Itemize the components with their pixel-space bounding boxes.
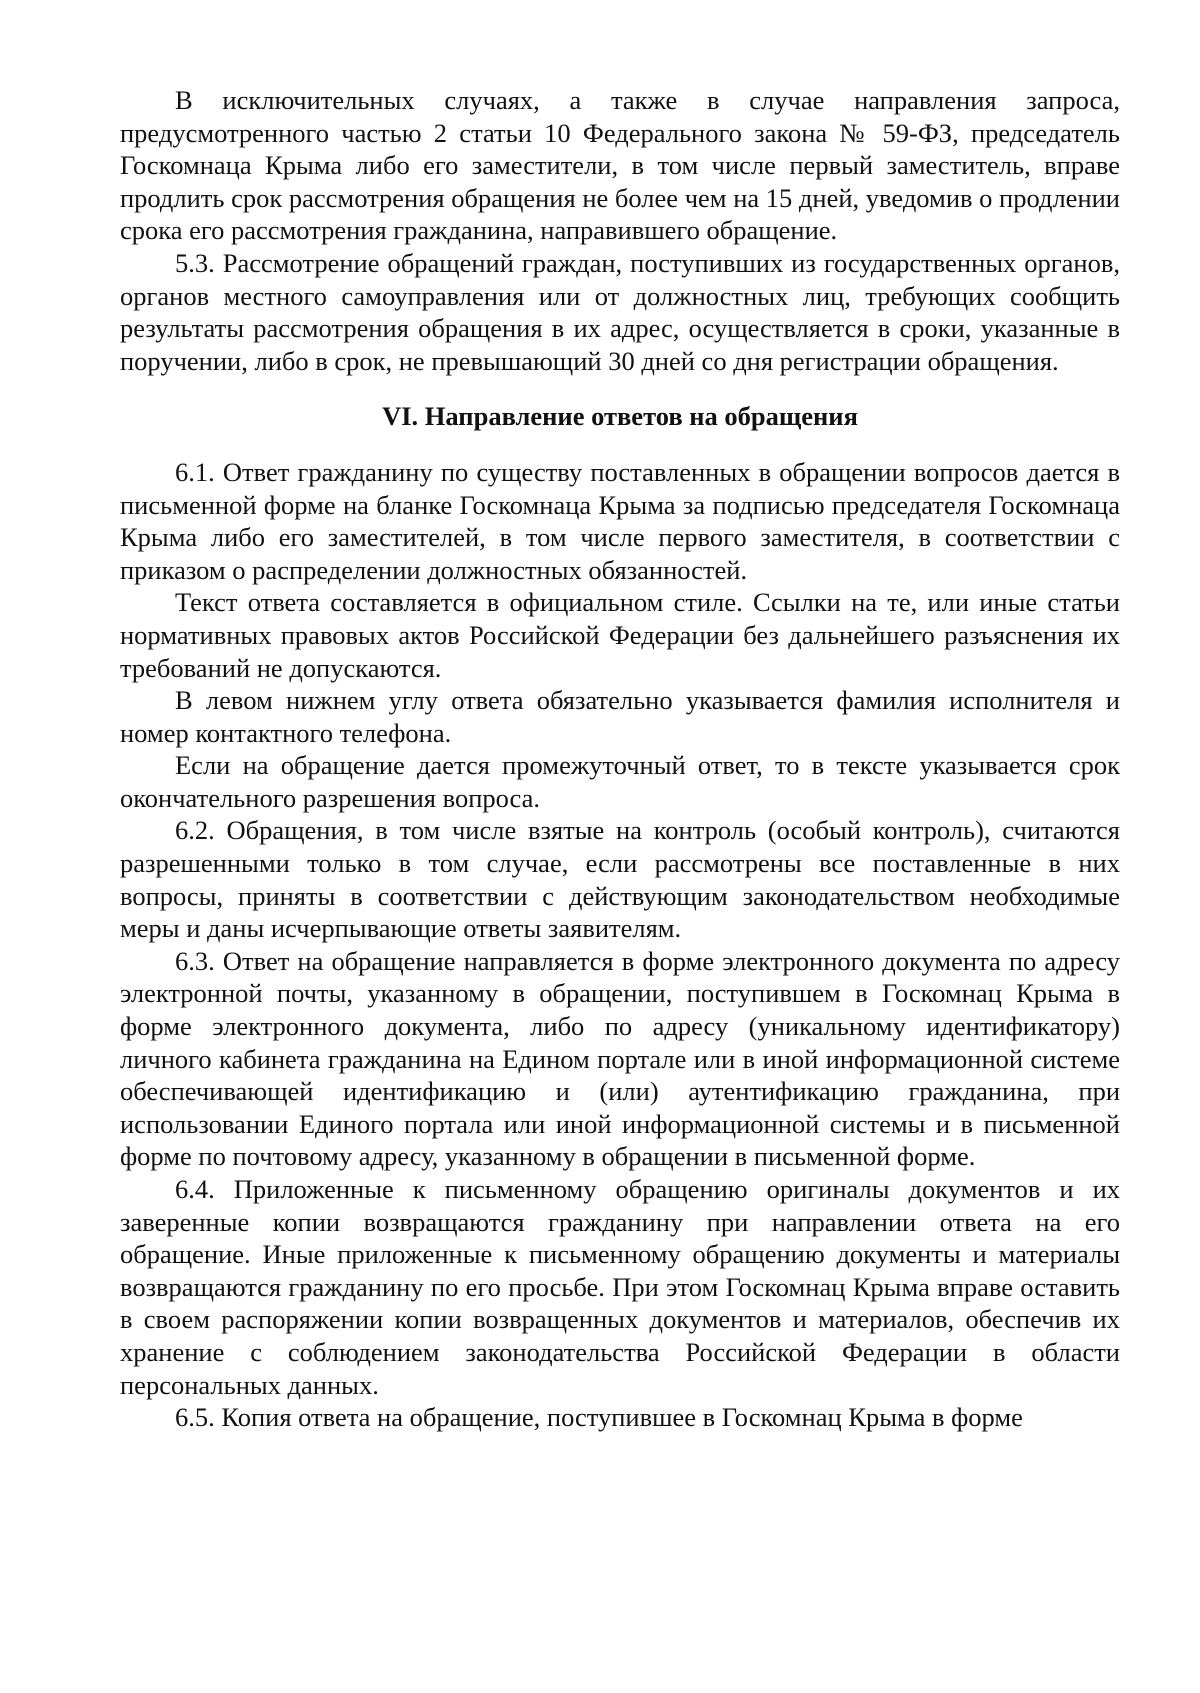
paragraph-interim-answer: Если на обращение дается промежуточный ответ, то в тексте указывается срок окончательного разрешения вопроса.: [120, 750, 1120, 813]
section-heading: VI. Направление ответов на обращения: [382, 401, 858, 432]
paragraph-6-3: 6.3. Ответ на обращение направляется в форме электронного документа по адресу электронной почты, указанному в обращении, поступившем в Госкомнац Крыма в форме электронного документа, либо по адресу (уникальному идентификатору) личного кабинета гражданина на Едином портале или в иной информационной системе обеспечивающей идентификацию и (или) аутентификацию гражданина, при использовании Единого портала или иной информационной системы и в письменной форме по почтовому адресу, указанному в обращении в письменной форме.: [120, 945, 1120, 1172]
paragraph-6-1: 6.1. Ответ гражданину по существу поставленных в обращении вопросов дается в письменной форме на бланке Госкомнаца Крыма за подписью председателя Госкомнаца Крыма либо его заместителей, в том числе первого заместителя, в соответствии с приказом о распределении должностных обязанностей.: [120, 456, 1120, 585]
paragraph-executor-name: В левом нижнем углу ответа обязательно указывается фамилия исполнителя и номер контактного телефона.: [120, 685, 1120, 748]
document-page: [120, 84, 1120, 1434]
paragraph-6-2: 6.2. Обращения, в том числе взятые на контроль (особый контроль), считаются разрешенными только в том случае, если рассмотрены все поставленные в них вопросы, приняты в соответствии с действующим законодательством необходимые меры и даны исчерпывающие ответы заявителям.: [120, 815, 1120, 944]
paragraph-6-4: 6.4. Приложенные к письменному обращению оригиналы документов и их заверенные копии возвращаются гражданину при направлении ответа на его обращение. Иные приложенные к письменному обращению документы и материалы возвращаются гражданину по его просьбе. При этом Госкомнац Крыма вправе оставить в своем распоряжении копии возвращенных документов и материалов, обеспечив их хранение с соблюдением законодательства Российской Федерации в области персональных данных.: [120, 1174, 1120, 1400]
paragraph-6-5: 6.5. Копия ответа на обращение, поступившее в Госкомнац Крыма в форме: [175, 1402, 1023, 1433]
spacer: [120, 433, 1120, 456]
paragraph-5-3: 5.3. Рассмотрение обращений граждан, поступивших из государственных органов, органов местного самоуправления или от должностных лиц, требующих сообщить результаты рассмотрения обращения в их адрес, осуществляется в сроки, указанные в поручении, либо в срок, не превышающий 30 дней со дня регистрации обращения.: [120, 247, 1120, 376]
paragraph-answer-style: Текст ответа составляется в официальном стиле. Ссылки на те, или иные статьи нормативных правовых актов Российской Федерации без дальнейшего разъяснения их требований не допускаются.: [120, 587, 1120, 683]
paragraph-extension-exceptional-cases: В исключительных случаях, а также в случае направления запроса, предусмотренного частью 2 статьи 10 Федерального закона № 59-ФЗ, председатель Госкомнаца Крыма либо его заместители, в том числе первый заместитель, вправе продлить срок рассмотрения обращения не более чем на 15 дней, уведомив о продлении срока его рассмотрения гражданина, направившего обращение.: [120, 85, 1120, 246]
spacer: [120, 377, 1120, 400]
